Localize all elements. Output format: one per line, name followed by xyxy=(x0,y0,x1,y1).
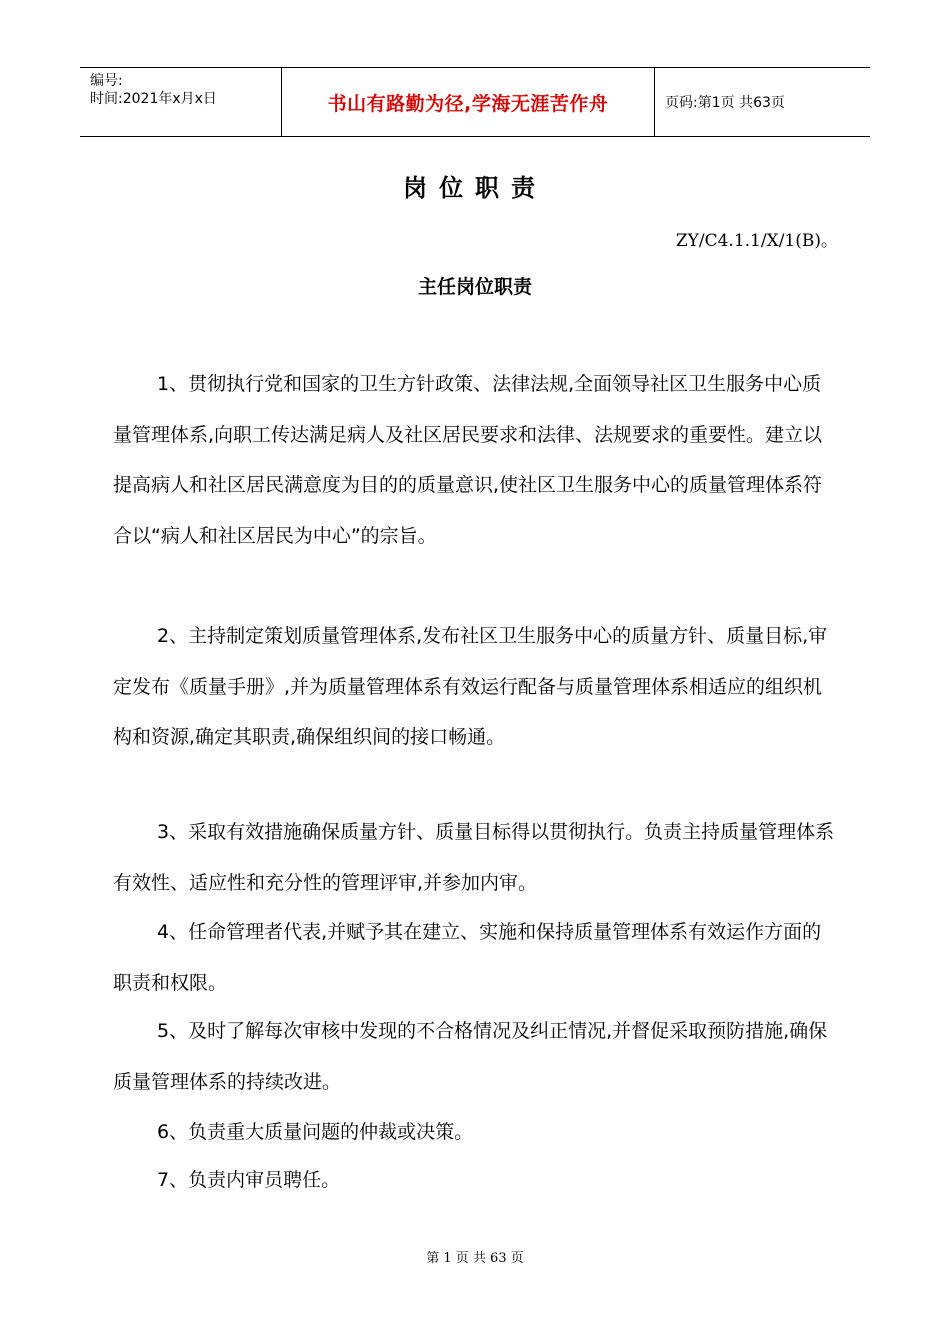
number-label: 编号: xyxy=(90,73,123,89)
paragraph-5: 5、及时了解每次审核中发现的不合格情况及纠正情况,并督促采取预防措施,确保质量管理体系的持续改进。 xyxy=(113,1020,828,1093)
header-page-cell xyxy=(655,68,870,136)
paragraph-3: 3、采取有效措施确保质量方针、质量目标得以贯彻执行。负责主持质量管理体系有效性、适应性和充分性的管理评审,并参加内审。 xyxy=(113,821,835,894)
section-title: 主任岗位职责 xyxy=(417,276,532,298)
page-footer: 第 1 页 共 63 页 xyxy=(426,1251,524,1266)
header-page-info: 页码:第1页 共63页 xyxy=(665,95,785,111)
paragraph-2: 2、主持制定策划质量管理体系,发布社区卫生服务中心的质量方针、质量目标,审定发布《质量手册》,并为质量管理体系有效运行配备与质量管理体系相适应的组织机构和资源,确定其职责,确保组织间的接口畅通。 xyxy=(113,625,828,748)
time-label: 时间:2021年x月x日 xyxy=(90,91,217,107)
paragraph-1: 1、贯彻执行党和国家的卫生方针政策、法律法规,全面领导社区卫生服务中心质量管理体系,向职工传达满足病人及社区居民要求和法律、法规要求的重要性。建立以提高病人和社区居民满意度为目的的质量意识,使社区卫生服务中心的质量管理体系符合以“病人和社区居民为中心”的宗旨。 xyxy=(113,373,823,547)
paragraph-7: 7、负责内审员聘任。 xyxy=(157,1169,341,1191)
header-meta-cell xyxy=(80,68,282,136)
document-header xyxy=(80,67,870,137)
motto-text: 书山有路勤为径,学海无涯苦作舟 xyxy=(327,92,609,115)
document-code: ZY/C4.1.1/X/1(B)。 xyxy=(675,231,838,251)
header-motto-cell xyxy=(282,68,655,136)
paragraph-4: 4、任命管理者代表,并赋予其在建立、实施和保持质量管理体系有效运作方面的职责和权限。 xyxy=(113,921,822,994)
document-title: 岗位职责 xyxy=(403,174,547,202)
paragraph-6: 6、负责重大质量问题的仲裁或决策。 xyxy=(157,1121,474,1143)
